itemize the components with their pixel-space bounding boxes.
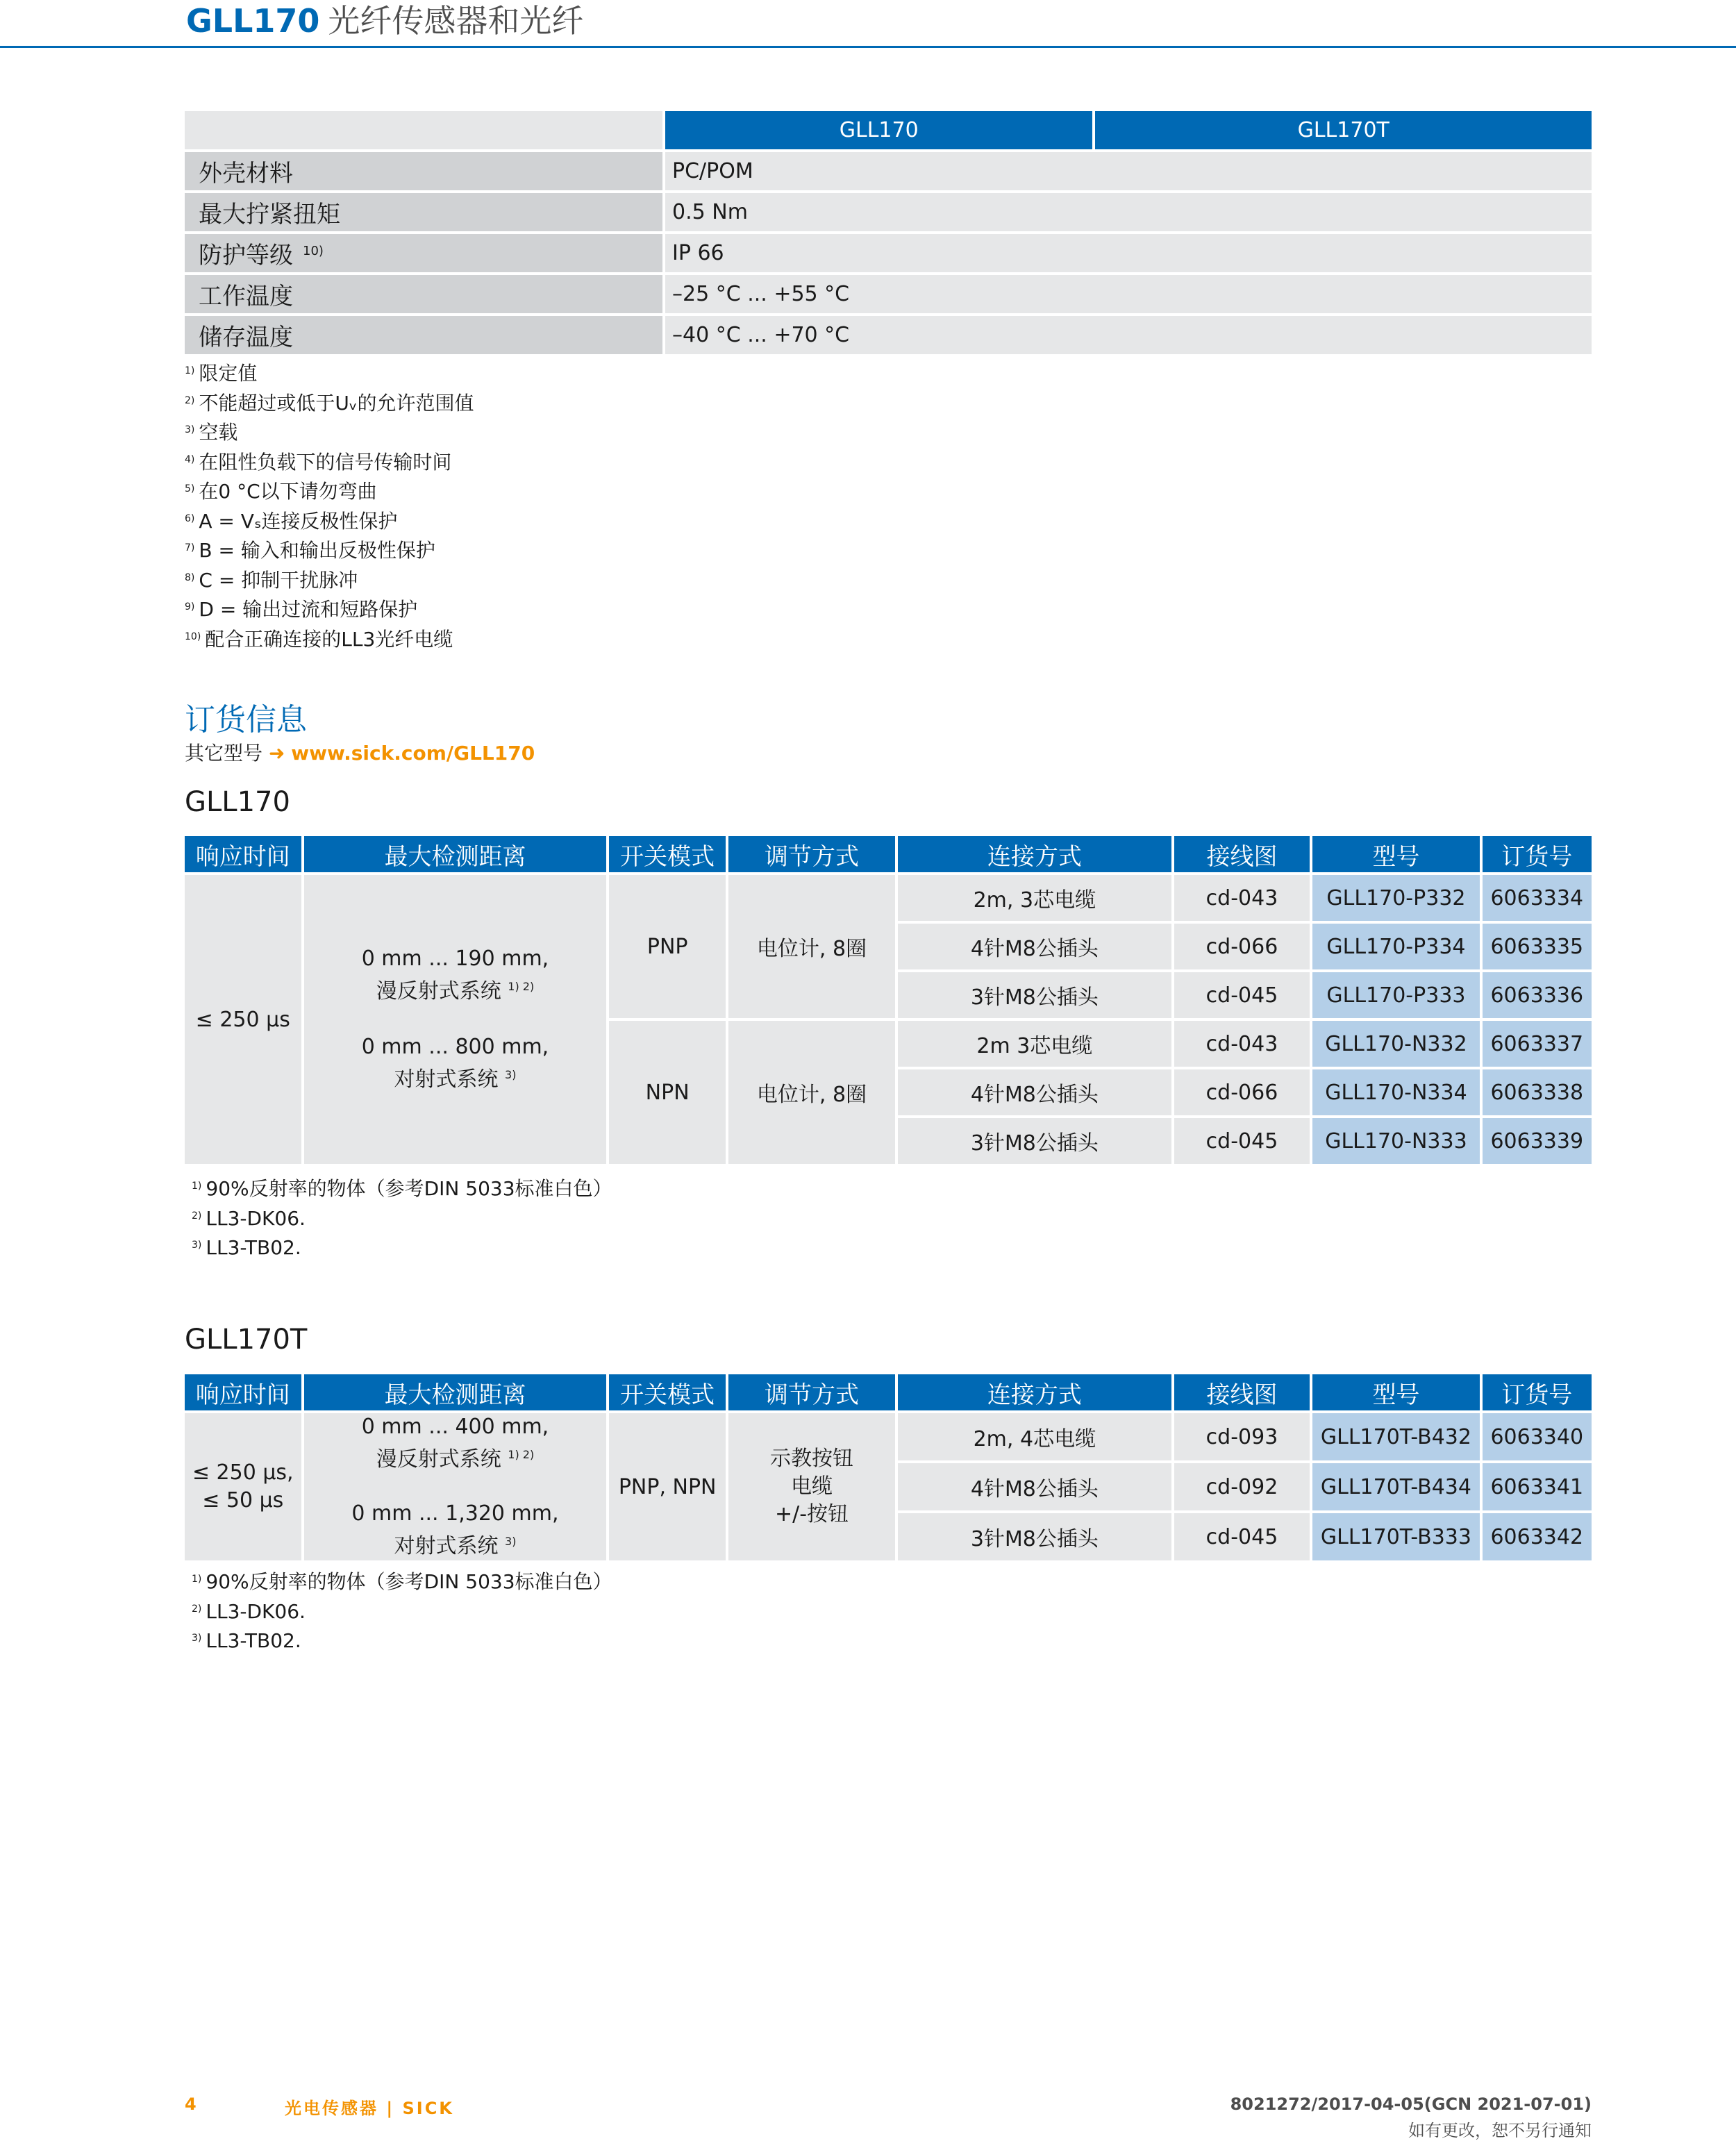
ordering-title: 订货信息 bbox=[185, 702, 307, 738]
spec-footnotes bbox=[185, 359, 1018, 654]
footnote: $^{2)}$ 不能超过或低于Uᵥ的允许范围值 bbox=[185, 391, 474, 415]
spec-row bbox=[185, 234, 1592, 272]
spec-label: 防护等级 bbox=[199, 242, 293, 269]
page-header bbox=[0, 0, 1736, 49]
diagram-cell: cd-045 bbox=[1174, 1513, 1310, 1560]
connection-cell: 3针M8公插头 bbox=[898, 972, 1171, 1018]
type-cell: GLL170-P334 bbox=[1312, 924, 1479, 969]
connection-cell: 4针M8公插头 bbox=[898, 1069, 1171, 1115]
col-adjust: 调节方式 bbox=[728, 1374, 895, 1410]
connection-cell: 3针M8公插头 bbox=[898, 1513, 1171, 1560]
col-diagram: 接线图 bbox=[1174, 1374, 1310, 1410]
gll170t-title: GLL170T bbox=[185, 1324, 308, 1356]
spec-value: –25 °C ... +55 °C bbox=[665, 275, 1592, 313]
type-cell: GLL170T-B333 bbox=[1312, 1513, 1479, 1560]
more-models bbox=[185, 738, 535, 766]
gll170-footnotes bbox=[192, 1174, 1025, 1263]
mode-cell: PNP, NPN bbox=[609, 1413, 726, 1560]
connection-cell: 4针M8公插头 bbox=[898, 1463, 1171, 1510]
col-connection: 连接方式 bbox=[898, 836, 1171, 872]
col-type: 型号 bbox=[1312, 1374, 1479, 1410]
header-desc: 光纤传感器和光纤 bbox=[328, 2, 584, 40]
connection-cell: 2m, 3芯电缆 bbox=[898, 875, 1171, 921]
footnote: $^{1)}$ 限定值 bbox=[185, 362, 258, 385]
type-cell: GLL170T-B434 bbox=[1312, 1463, 1479, 1510]
footnote: $^{2)}$ LL3-DK06. bbox=[192, 1599, 306, 1623]
footer-doc-id: 8021272/2017-04-05(GCN 2021-07-01) bbox=[1230, 2094, 1592, 2114]
spec-table bbox=[182, 108, 1594, 357]
order-cell: 6063340 bbox=[1483, 1413, 1592, 1460]
spec-label: 工作温度 bbox=[199, 283, 293, 310]
table-header-row bbox=[185, 1374, 1592, 1410]
order-cell: 6063339 bbox=[1483, 1118, 1592, 1164]
footnote: $^{10)}$ 配合正确连接的LL3光纤电缆 bbox=[185, 627, 453, 651]
gll170-title: GLL170 bbox=[185, 786, 290, 818]
range-cell: 0 mm ... 190 mm, 漫反射式系统 $^{1) 2)}$ 0 mm ... 800 mm, 对射式系统 $^{3)}$ bbox=[304, 875, 607, 1164]
col-diagram: 接线图 bbox=[1174, 836, 1310, 872]
type-cell: GLL170-N333 bbox=[1312, 1118, 1479, 1164]
footnote: $^{2)}$ LL3-DK06. bbox=[192, 1206, 306, 1230]
type-cell: GLL170T-B432 bbox=[1312, 1413, 1479, 1460]
order-cell: 6063341 bbox=[1483, 1463, 1592, 1510]
col-response: 响应时间 bbox=[185, 836, 301, 872]
spec-row bbox=[185, 193, 1592, 231]
connection-cell: 3针M8公插头 bbox=[898, 1118, 1171, 1164]
order-cell: 6063338 bbox=[1483, 1069, 1592, 1115]
footnote: $^{8)}$ C = 抑制干扰脉冲 bbox=[185, 568, 358, 592]
col-order: 订货号 bbox=[1483, 1374, 1592, 1410]
footer-brand: 光电传感器 | SICK bbox=[285, 2099, 454, 2118]
col-type: 型号 bbox=[1312, 836, 1479, 872]
type-cell: GLL170-N334 bbox=[1312, 1069, 1479, 1115]
table-row bbox=[185, 875, 1592, 921]
footer-note: 如有更改，恕不另行通知 bbox=[1408, 2121, 1592, 2140]
footnote: $^{5)}$ 在0 °C以下请勿弯曲 bbox=[185, 480, 377, 503]
gll170t-order-table bbox=[182, 1372, 1594, 1563]
diagram-cell: cd-043 bbox=[1174, 875, 1310, 921]
footnote: $^{1)}$ 90%反射率的物体（参考DIN 5033标准白色） bbox=[192, 1177, 612, 1200]
connection-cell: 4针M8公插头 bbox=[898, 924, 1171, 969]
footnote: $^{1)}$ 90%反射率的物体（参考DIN 5033标准白色） bbox=[192, 1570, 612, 1593]
diagram-cell: cd-045 bbox=[1174, 1118, 1310, 1164]
col-order: 订货号 bbox=[1483, 836, 1592, 872]
spec-row bbox=[185, 152, 1592, 190]
range-cell: 0 mm ... 400 mm, 漫反射式系统 $^{1) 2)}$ 0 mm ... 1,320 mm, 对射式系统 $^{3)}$ bbox=[304, 1413, 607, 1560]
arrow-right-icon: ➜ bbox=[268, 742, 285, 765]
footnote: $^{6)}$ A = Vₛ连接反极性保护 bbox=[185, 509, 398, 533]
spec-value: IP 66 bbox=[665, 234, 1592, 272]
adjust-cell: 电位计, 8圈 bbox=[728, 1021, 895, 1164]
footnote: $^{9)}$ D = 输出过流和短路保护 bbox=[185, 598, 418, 621]
type-cell: GLL170-N332 bbox=[1312, 1021, 1479, 1067]
spec-footnote-ref: 10) bbox=[303, 243, 324, 258]
diagram-cell: cd-043 bbox=[1174, 1021, 1310, 1067]
spec-label: 外壳材料 bbox=[199, 160, 293, 188]
diagram-cell: cd-093 bbox=[1174, 1413, 1310, 1460]
col-mode: 开关模式 bbox=[609, 1374, 726, 1410]
gll170-order-table bbox=[182, 833, 1594, 1167]
diagram-cell: cd-092 bbox=[1174, 1463, 1310, 1510]
diagram-cell: cd-066 bbox=[1174, 1069, 1310, 1115]
page-number: 4 bbox=[185, 2094, 197, 2114]
adjust-cell: 电位计, 8圈 bbox=[728, 875, 895, 1018]
footnote: $^{4)}$ 在阻性负载下的信号传输时间 bbox=[185, 450, 452, 474]
diagram-cell: cd-045 bbox=[1174, 972, 1310, 1018]
col-adjust: 调节方式 bbox=[728, 836, 895, 872]
mode-cell: PNP bbox=[609, 875, 726, 1018]
col-connection: 连接方式 bbox=[898, 1374, 1171, 1410]
order-cell: 6063334 bbox=[1483, 875, 1592, 921]
diagram-cell: cd-066 bbox=[1174, 924, 1310, 969]
col-range: 最大检测距离 bbox=[304, 836, 607, 872]
spec-col-gll170t: GLL170T bbox=[1095, 111, 1592, 149]
col-response: 响应时间 bbox=[185, 1374, 301, 1410]
col-range: 最大检测距离 bbox=[304, 1374, 607, 1410]
more-models-link[interactable]: www.sick.com/GLL170 bbox=[291, 742, 535, 765]
connection-cell: 2m, 4芯电缆 bbox=[898, 1413, 1171, 1460]
response-cell: ≤ 250 μs bbox=[185, 875, 301, 1164]
footnote: $^{3)}$ LL3-TB02. bbox=[192, 1236, 301, 1259]
footnote: $^{3)}$ 空载 bbox=[185, 421, 238, 444]
connection-cell: 2m 3芯电缆 bbox=[898, 1021, 1171, 1067]
spec-head-blank bbox=[185, 111, 662, 149]
order-cell: 6063342 bbox=[1483, 1513, 1592, 1560]
adjust-cell: 示教按钮 电缆 +/-按钮 bbox=[728, 1413, 895, 1560]
spec-label: 储存温度 bbox=[199, 324, 293, 351]
spec-row bbox=[185, 316, 1592, 354]
footnote: $^{7)}$ B = 输入和输出反极性保护 bbox=[185, 539, 435, 562]
more-models-label: 其它型号 bbox=[185, 742, 263, 765]
table-row bbox=[185, 1413, 1592, 1460]
response-cell: ≤ 250 μs, ≤ 50 μs bbox=[185, 1413, 301, 1560]
header-model: GLL170 bbox=[186, 2, 320, 40]
order-cell: 6063336 bbox=[1483, 972, 1592, 1018]
order-cell: 6063335 bbox=[1483, 924, 1592, 969]
spec-value: PC/POM bbox=[665, 152, 1592, 190]
spec-row bbox=[185, 275, 1592, 313]
spec-col-gll170: GLL170 bbox=[665, 111, 1092, 149]
col-mode: 开关模式 bbox=[609, 836, 726, 872]
spec-label: 最大拧紧扭矩 bbox=[199, 201, 340, 228]
page-title bbox=[186, 0, 583, 42]
gll170t-footnotes bbox=[192, 1567, 1025, 1656]
order-cell: 6063337 bbox=[1483, 1021, 1592, 1067]
header-rule bbox=[0, 46, 1736, 48]
table-header-row bbox=[185, 836, 1592, 872]
footnote: $^{3)}$ LL3-TB02. bbox=[192, 1629, 301, 1652]
type-cell: GLL170-P333 bbox=[1312, 972, 1479, 1018]
type-cell: GLL170-P332 bbox=[1312, 875, 1479, 921]
spec-value: 0.5 Nm bbox=[665, 193, 1592, 231]
spec-value: –40 °C ... +70 °C bbox=[665, 316, 1592, 354]
mode-cell: NPN bbox=[609, 1021, 726, 1164]
